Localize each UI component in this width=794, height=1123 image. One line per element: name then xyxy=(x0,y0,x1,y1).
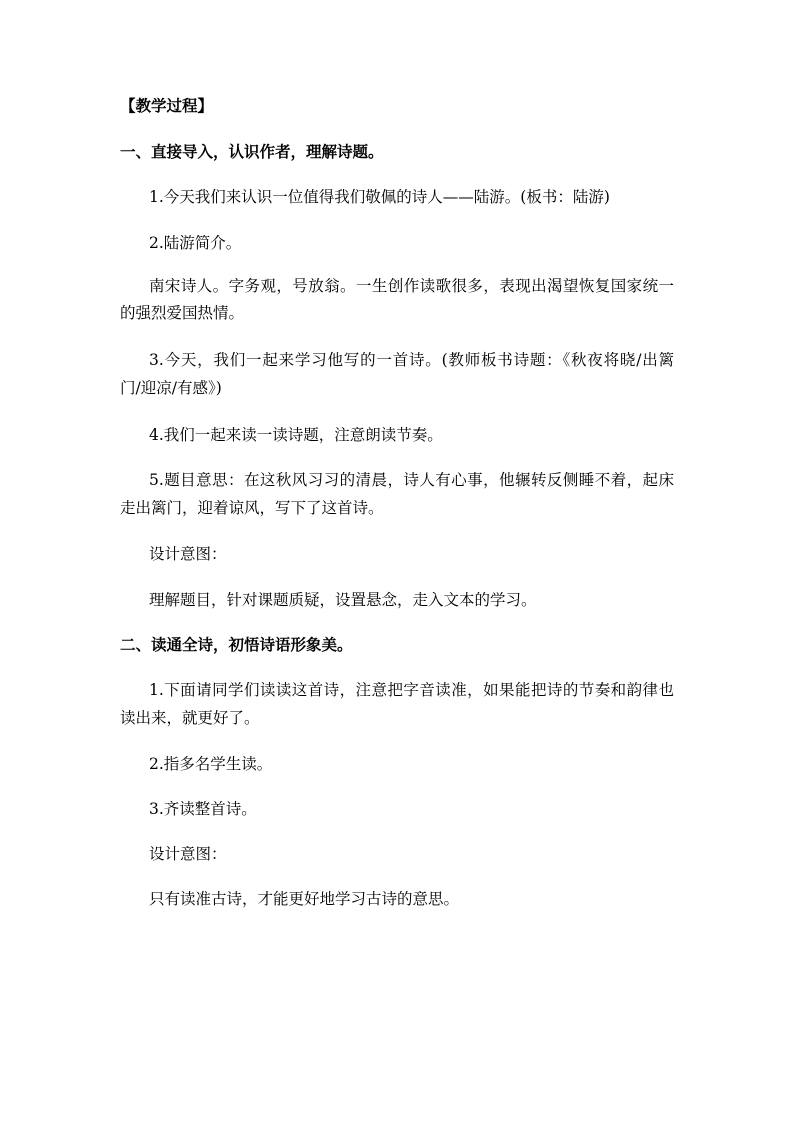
section-1-title: 一、直接导入，认识作者，理解诗题。 xyxy=(120,143,384,161)
section-2-design-intent-label: 设计意图： xyxy=(149,845,227,863)
section-2-title: 二、读通全诗，初悟诗语形象美。 xyxy=(120,636,353,654)
section-1-paragraph-bio-line-1: 南宋诗人。字务观，号放翁。一生创作读歌很多，表现出渴望恢复国家统一 xyxy=(149,277,674,295)
section-1-design-intent-text: 理解题目，针对课题质疑，设置悬念，走入文本的学习。 xyxy=(149,591,537,609)
section-2-design-intent-text: 只有读准古诗，才能更好地学习古诗的意思。 xyxy=(149,890,460,908)
section-2-item-1-line-2: 读出来，就更好了。 xyxy=(120,709,260,727)
teaching-process-heading: 【教学过程】 xyxy=(120,97,214,115)
section-2-item-1-line-1: 1.下面请同学们读读这首诗，注意把字音读准，如果能把诗的节奏和韵律也 xyxy=(149,681,674,699)
section-1-design-intent-label: 设计意图： xyxy=(149,545,227,563)
section-1-item-3-line-1: 3.今天，我们一起来学习他写的一首诗。(教师板书诗题：《秋夜将晓/出篱 xyxy=(149,351,674,369)
section-2-item-2: 2.指多名学生读。 xyxy=(149,755,273,773)
section-1-item-1: 1.今天我们来认识一位值得我们敬佩的诗人——陆游。(板书：陆游) xyxy=(149,188,610,206)
section-1-item-5-line-2: 走出篱门，迎着谅风，写下了这首诗。 xyxy=(120,499,384,517)
section-1-item-3-line-2: 门/迎凉/有感》) xyxy=(120,379,222,397)
section-1-paragraph-bio-line-2: 的强烈爱国热情。 xyxy=(120,304,245,322)
section-1-item-5-line-1: 5.题目意思：在这秋风习习的清晨，诗人有心事，他辗转反侧睡不着，起床 xyxy=(149,471,674,489)
section-2-item-3: 3.齐读整首诗。 xyxy=(149,800,257,818)
section-1-item-2: 2.陆游简介。 xyxy=(149,234,242,252)
section-1-item-4: 4.我们一起来读一读诗题，注意朗读节奏。 xyxy=(149,426,443,444)
